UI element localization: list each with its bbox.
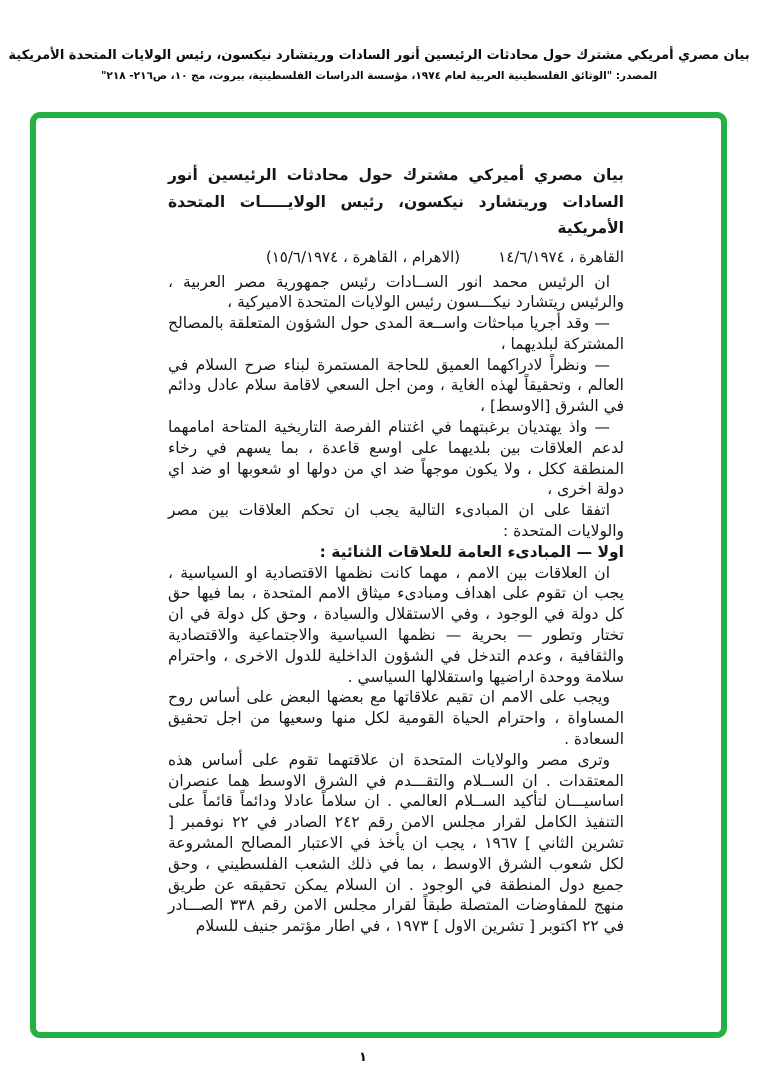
paragraph-middle-east-peace: وترى مصر والولايات المتحدة ان علاقتهما تقوم على أساس هذه المعتقدات . ان الســلام والتقـــدم في الشرق الاوسط هما عنصران اساسيـــان لتأكيد الســلام العالمي . ان سلاماً عادلا ودائماً قائماً على التنفيذ الكامل لقرار مجلس الامن رقم ٢٤٢ الصادر في ٢٢ نوفمبر [ تشرين الثاني ] ١٩٦٧ ، يجب ان يأخذ في الاعتبار المصالح المشروعة لكل شعوب الشرق الاوسط ، بما في ذلك الشعب الفلسطيني ، وحق جميع دول المنطقة في الوجود . ان السلام يمكن تحقيقه عن طريق منهج للمفاوضات المتصلة طبقاً لقرار مجلس الامن رقم ٣٣٨ الصـــادر في ٢٢ اكتوبر [ تشرين الاول ] ١٩٧٣ ، في اطار مؤتمر جنيف للسلام	[168, 750, 625, 936]
header-title-line: بيان مصري أمريكي مشترك حول محادثات الرئيسين أنور السادات وريتشارد نيكسون، رئيس الولايات المتحدة الأمريكية	[8, 48, 750, 63]
paragraph-historic-opportunity: — واذ يهتديان برغبتهما في اغتنام الفرصة التاريخية المتاحة امامهما لدعم العلاقات بين بلديهما على اوسع قاعدة ، بما يسهم في رخاء المنطقة ككل ، ولا يكون موجهاً ضد اي من دولها او شعوبها او ضد اي دولة اخرى ،	[168, 418, 624, 499]
dateline-place-date: القاهرة ، ١٤/٦/١٩٧٤	[498, 247, 624, 266]
dateline-source-citation: (الاهرام ، القاهرة ، ١٥/٦/١٩٧٤)	[265, 247, 461, 266]
document-dateline	[168, 246, 624, 268]
section-heading-general-principles: اولا — المبادىء العامة للعلاقات الثنائية :	[319, 542, 624, 561]
paragraph-agreed-principles: اتفقا على ان المبادىء التالية يجب ان تحكم العلاقات بين مصر والولايات المتحدة :	[168, 501, 624, 541]
paragraph-preamble-presidents: ان الرئيس محمد انور الســادات رئيس جمهورية مصر العربية ، والرئيس ريتشارد نيكـــسون رئيس الولايات المتحدة الاميركية ،	[168, 272, 624, 312]
highlight-border-box	[30, 112, 727, 1038]
document-header	[0, 48, 758, 82]
paragraph-talks-held: — وقد أجريا مباحثات واســعة المدى حول الشؤون المتعلقة بالمصالح المشتركة لبلديهما ،	[168, 314, 624, 353]
paragraph-equality-of-nations: ويجب على الامم ان تقيم علاقاتها مع بعضها البعض على أساس روح المساواة ، واحترام الحياة القومية لكل منها وسعيها من اجل تحقيق السعادة .	[168, 688, 624, 749]
header-source-line: المصدر: "الوثائق الفلسطينية العربية لعام ١٩٧٤، مؤسسة الدراسات الفلسطينية، بيروت، مج ١٠، ص٢١٦- ٢١٨"	[100, 70, 658, 82]
paragraph-peace-goal: — ونظراً لادراكهما العميق للحاجة المستمرة لبناء صرح السلام في العالم ، وتحقيقاً لهذه الغاية ، ومن اجل السعي لاقامة سلام عادل ودائم في الشرق [الاوسط] ،	[168, 355, 624, 416]
document-body	[168, 162, 624, 937]
page-number: ١	[359, 1050, 367, 1065]
paragraph-un-charter-principles: ان العلاقات بين الامم ، مهما كانت نظمها الاقتصادية او السياسية ، يجب ان تقوم على اهداف ومبادىء ميثاق الامم المتحدة ، بما فيها حق كل دولة في الوجود ، وفي الاستقلال والسيادة ، وحق كل دولة في ان تختار وتطور — بحرية — نظمها السياسية والاجتماعية والاقتصادية والثقافية ، وعدم التدخل في الشؤون الداخلية للدول الاخرى ، واحترام سلامة ووحدة اراضيها واستقلالها السياسي .	[168, 563, 624, 686]
document-title: بيان مصري أميركي مشترك حول محادثات الرئيسين أنور السادات وريتشارد نيكسون، رئيس الولايـــــات المتحدة الأمريكية	[168, 166, 624, 237]
